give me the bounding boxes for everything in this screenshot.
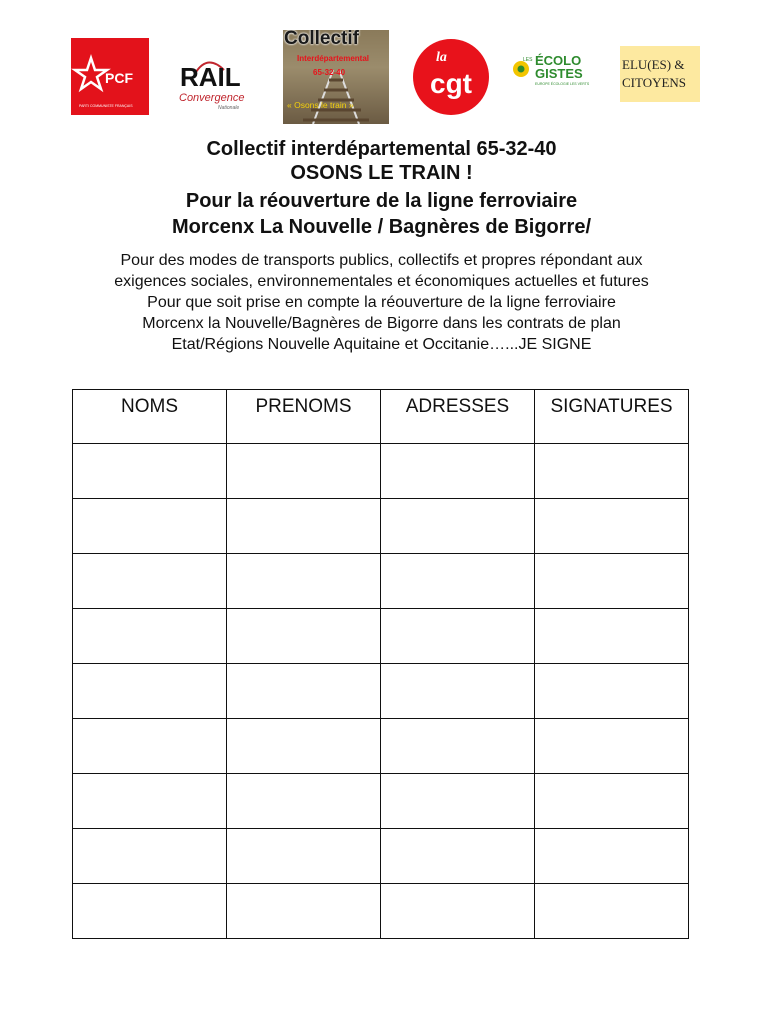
cell-signatures[interactable] bbox=[535, 499, 689, 554]
cell-signatures[interactable] bbox=[535, 554, 689, 609]
cell-prenoms[interactable] bbox=[227, 554, 381, 609]
cell-prenoms[interactable] bbox=[227, 444, 381, 499]
cell-signatures[interactable] bbox=[535, 664, 689, 719]
cell-adresses[interactable] bbox=[381, 554, 535, 609]
rail-name: RAIL bbox=[180, 62, 241, 92]
intro-line5: Etat/Régions Nouvelle Aquitaine et Occitanie…...JE SIGNE bbox=[171, 336, 592, 353]
pcf-logo bbox=[71, 38, 149, 115]
heading-line3: Pour la réouverture de la ligne ferroviaire bbox=[185, 190, 578, 212]
table-row bbox=[73, 829, 689, 884]
cell-signatures[interactable] bbox=[535, 829, 689, 884]
cell-noms[interactable] bbox=[73, 884, 227, 939]
ecologistes-logo bbox=[511, 53, 601, 87]
cgt-logo bbox=[412, 38, 490, 116]
table-row bbox=[73, 884, 689, 939]
rail-line2: Convergence bbox=[179, 92, 245, 104]
cell-signatures[interactable] bbox=[535, 884, 689, 939]
cell-prenoms[interactable] bbox=[227, 884, 381, 939]
table-row bbox=[73, 774, 689, 829]
cell-prenoms[interactable] bbox=[227, 499, 381, 554]
cell-noms[interactable] bbox=[73, 499, 227, 554]
table-body bbox=[73, 444, 689, 939]
cell-noms[interactable] bbox=[73, 719, 227, 774]
elus-line2: CITOYENS bbox=[622, 75, 687, 90]
rail-line3: Nationale bbox=[218, 105, 240, 111]
table-row bbox=[73, 664, 689, 719]
eco-prefix: LES bbox=[523, 57, 533, 63]
intro-line3: Pour que soit prise en compte la réouverture de la ligne ferroviaire bbox=[147, 294, 616, 311]
cell-noms[interactable] bbox=[73, 609, 227, 664]
collectif-slogan: « Osons le train » bbox=[287, 100, 354, 110]
cgt-la: la bbox=[436, 50, 447, 65]
pcf-name: PCF bbox=[105, 70, 133, 86]
cell-prenoms[interactable] bbox=[227, 664, 381, 719]
header-adresses: ADRESSES bbox=[381, 390, 535, 444]
cell-prenoms[interactable] bbox=[227, 609, 381, 664]
intro-line1: Pour des modes de transports publics, collectifs et propres répondant aux bbox=[120, 252, 643, 269]
elus-line1: ELU(ES) & bbox=[622, 57, 685, 72]
collectif-line2: Interdépartemental bbox=[297, 54, 370, 63]
cell-noms[interactable] bbox=[73, 444, 227, 499]
cell-adresses[interactable] bbox=[381, 609, 535, 664]
collectif-title: Collectif bbox=[284, 30, 359, 49]
cell-prenoms[interactable] bbox=[227, 829, 381, 884]
table-row bbox=[73, 554, 689, 609]
cell-signatures[interactable] bbox=[535, 719, 689, 774]
table-row bbox=[73, 609, 689, 664]
heading-line2: OSONS LE TRAIN ! bbox=[290, 162, 473, 184]
collectif-line3: 65-32-40 bbox=[313, 68, 346, 77]
cell-adresses[interactable] bbox=[381, 499, 535, 554]
eco-line2: GISTES bbox=[535, 66, 583, 81]
cell-adresses[interactable] bbox=[381, 719, 535, 774]
eco-tagline: EUROPE ÉCOLOGIE LES VERTS bbox=[535, 82, 590, 86]
table-row bbox=[73, 719, 689, 774]
table-row bbox=[73, 499, 689, 554]
cell-signatures[interactable] bbox=[535, 609, 689, 664]
cell-signatures[interactable] bbox=[535, 774, 689, 829]
pcf-subtitle: PARTI COMMUNISTE FRANÇAIS bbox=[79, 104, 133, 108]
cell-noms[interactable] bbox=[73, 664, 227, 719]
cell-prenoms[interactable] bbox=[227, 774, 381, 829]
cell-signatures[interactable] bbox=[535, 444, 689, 499]
cell-adresses[interactable] bbox=[381, 444, 535, 499]
table-header-row bbox=[73, 390, 689, 444]
cgt-name: cgt bbox=[430, 68, 472, 99]
cell-adresses[interactable] bbox=[381, 664, 535, 719]
cell-adresses[interactable] bbox=[381, 774, 535, 829]
rail-convergence-logo bbox=[176, 56, 248, 114]
intro-line4: Morcenx la Nouvelle/Bagnères de Bigorre dans les contrats de plan bbox=[142, 315, 621, 332]
cell-noms[interactable] bbox=[73, 554, 227, 609]
cell-prenoms[interactable] bbox=[227, 719, 381, 774]
cell-noms[interactable] bbox=[73, 829, 227, 884]
cell-adresses[interactable] bbox=[381, 884, 535, 939]
table-row bbox=[73, 444, 689, 499]
signature-table bbox=[72, 389, 689, 939]
cell-adresses[interactable] bbox=[381, 829, 535, 884]
header-prenoms: PRENOMS bbox=[227, 390, 381, 444]
heading-line1: Collectif interdépartemental 65-32-40 bbox=[206, 138, 557, 160]
collectif-logo bbox=[283, 30, 389, 124]
intro-line2: exigences sociales, environnementales et économiques actuelles et futures bbox=[114, 273, 649, 290]
eco-line1: ÉCOLO bbox=[535, 53, 582, 68]
header-noms: NOMS bbox=[73, 390, 227, 444]
cell-noms[interactable] bbox=[73, 774, 227, 829]
elus-citoyens-logo bbox=[620, 46, 700, 102]
heading-line4: Morcenx La Nouvelle / Bagnères de Bigorre/ bbox=[171, 216, 591, 238]
header-signatures: SIGNATURES bbox=[535, 390, 689, 444]
